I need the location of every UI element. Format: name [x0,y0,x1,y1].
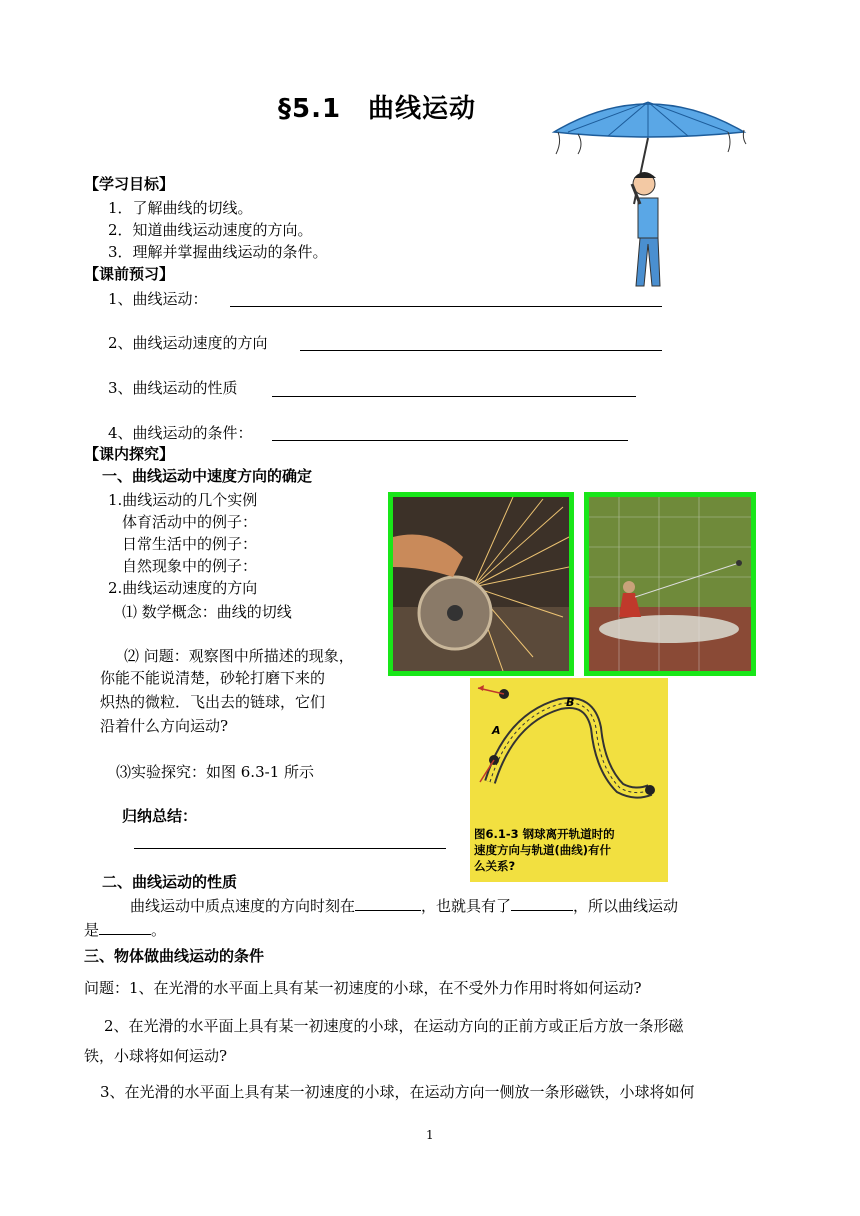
para-text: 。 [151,921,167,939]
section-2-title: 二、曲线运动的性质 [102,873,238,891]
concept-line: ⑴ 数学概念：曲线的切线 [122,603,292,621]
preview-item: 3、曲线运动的性质 [108,379,238,397]
question-line: 你能不能说清楚，砂轮打磨下来的 [100,669,326,687]
track-diagram [470,678,668,828]
explore-header: 【课内探究】 [84,445,175,463]
answer-blank [99,934,151,935]
question-line: 铁，小球将如何运动? [84,1047,228,1065]
goal-item: 1．了解曲线的切线。 [108,199,253,217]
goal-item: 3．理解并掌握曲线运动的条件。 [108,243,328,261]
hammer-throw-photo [584,492,756,676]
question-line: ⑵ 问题：观察图中所描述的现象， [124,647,354,665]
grinding-wheel-photo [388,492,574,676]
umbrella-boy-illustration [548,94,752,294]
page-number: 1 [426,1128,434,1142]
example-line: 自然现象中的例子： [122,557,258,575]
subsection-title: 1.曲线运动的几个实例 [108,491,258,509]
experiment-line: ⑶实验探究：如图 6.3-1 所示 [116,763,315,781]
question-line: 炽热的微粒．飞出去的链球，它们 [100,693,326,711]
question-line: 沿着什么方向运动? [100,717,229,735]
section-1-title: 一、曲线运动中速度方向的确定 [102,467,313,485]
question-line: 问题：1、在光滑的水平面上具有某一初速度的小球，在不受外力作用时将如何运动? [84,979,642,997]
point-a-label: A [492,724,501,737]
figure-caption-line: 速度方向与轨道(曲线)有什 [474,843,612,857]
point-b-label: B [566,696,575,709]
answer-blank [272,440,628,441]
answer-blank [511,910,573,911]
answer-blank [300,350,662,351]
summary-label: 归纳总结： [122,807,198,825]
para-text: ，所以曲线运动 [573,897,679,915]
subsection-title: 2.曲线运动速度的方向 [108,579,258,597]
section-2-para [84,920,166,940]
answer-blank [272,396,636,397]
preview-item: 4、曲线运动的条件： [108,424,253,442]
figure-caption-line: 图6.1-3 钢球离开轨道时的 [474,827,615,841]
example-line: 日常生活中的例子： [122,535,258,553]
answer-blank [355,910,421,911]
question-line: 3、在光滑的水平面上具有某一初速度的小球，在运动方向一侧放一条形磁铁，小球将如何 [100,1083,695,1101]
figure-6-1-3 [470,678,668,882]
goals-header: 【学习目标】 [84,175,175,193]
page-title: §5.1 曲线运动 [278,94,477,124]
answer-blank [134,848,446,849]
section-2-para [130,896,678,916]
goal-item: 2．知道曲线运动速度的方向。 [108,221,313,239]
para-text: 是 [84,921,100,939]
preview-item: 1、曲线运动： [108,290,208,308]
figure-caption-line: 么关系? [474,859,516,873]
para-text: ，也就具有了 [421,897,512,915]
question-line: 2、在光滑的水平面上具有某一初速度的小球，在运动方向的正前方或正后方放一条形磁 [104,1017,684,1035]
preview-item: 2、曲线运动速度的方向 [108,334,268,352]
answer-blank [230,306,662,307]
para-text: 曲线运动中质点速度的方向时刻在 [130,897,356,915]
example-line: 体育活动中的例子： [122,513,258,531]
section-3-title: 三、物体做曲线运动的条件 [84,947,265,965]
preview-header: 【课前预习】 [84,265,175,283]
